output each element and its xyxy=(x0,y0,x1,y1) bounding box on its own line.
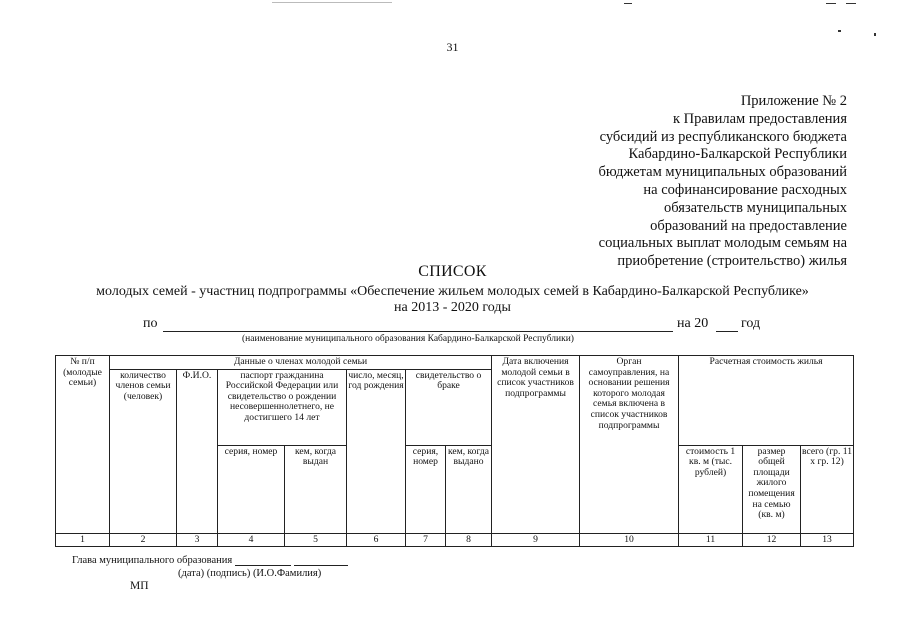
column-number: 4 xyxy=(218,533,285,546)
col-header-passport: паспорт гражданина Российской Федерации или свидетельство о рождении несовершеннолетнего, не достигшего 14 лет xyxy=(218,369,347,445)
col-header-authority: Орган самоуправления, на основании решения которого молодая семья включена в список участников подпрограммы xyxy=(580,356,679,534)
col-header-birth-date: число, месяц, год рождения xyxy=(347,369,406,533)
appendix-line: субсидий из республиканского бюджета xyxy=(599,128,847,145)
column-number: 1 xyxy=(56,533,110,546)
col-header-inclusion-date: Дата включения молодой семьи в список участников подпрограммы xyxy=(492,356,580,534)
appendix-line: Кабардино-Балкарской Республики xyxy=(628,146,847,163)
page-number: 31 xyxy=(446,40,459,54)
col-header-passport-series: серия, номер xyxy=(218,445,285,533)
year-suffix-label: год xyxy=(741,316,761,331)
appendix-line: приобретение (строительство) жилья xyxy=(617,253,847,270)
scan-artifact xyxy=(846,3,856,4)
col-header-passport-issued: кем, когда выдан xyxy=(285,445,347,533)
signature-line xyxy=(72,555,348,566)
municipality-blank-line[interactable] xyxy=(163,331,673,332)
appendix-line: социальных выплат молодым семьям на xyxy=(598,235,847,252)
document-subtitle: молодых семей - участниц подпрограммы «Обеспечение жильем молодых семей в Кабардино-Балкарской Республике» xyxy=(96,284,809,299)
document-title: СПИСОК xyxy=(418,263,487,280)
col-header-marriage: свидетельство о браке xyxy=(406,369,492,445)
appendix-block xyxy=(547,93,847,271)
signature-hint: (дата) (подпись) (И.О.Фамилия) xyxy=(178,568,322,579)
families-table xyxy=(55,355,854,547)
cost-spacer xyxy=(679,369,854,445)
column-number: 6 xyxy=(347,533,406,546)
year-blank-line[interactable] xyxy=(716,331,738,332)
signature-blank[interactable] xyxy=(294,565,348,566)
stamp-label: МП xyxy=(130,580,149,592)
col-header-cost-per-sqm: стоимость 1 кв. м (тыс. рублей) xyxy=(679,445,743,533)
column-number: 7 xyxy=(406,533,446,546)
col-header-fio: Ф.И.О. xyxy=(177,369,218,533)
col-group-members: Данные о членах молодой семьи xyxy=(110,356,492,370)
signature-blank[interactable] xyxy=(235,565,291,566)
scan-artifact xyxy=(624,3,632,4)
document-period: на 2013 - 2020 годы xyxy=(394,300,511,315)
col-header-marriage-series: серия, номер xyxy=(406,445,446,533)
year-prefix-label: на 20 xyxy=(677,316,709,331)
column-number: 10 xyxy=(580,533,679,546)
column-number: 12 xyxy=(743,533,801,546)
appendix-line: Приложение № 2 xyxy=(740,93,847,109)
column-number: 9 xyxy=(492,533,580,546)
scan-artifact xyxy=(272,2,392,3)
scan-artifact xyxy=(826,3,836,4)
scan-artifact xyxy=(838,30,841,32)
column-number: 5 xyxy=(285,533,347,546)
column-number: 13 xyxy=(801,533,854,546)
col-header-total: всего (гр. 11 x гр. 12) xyxy=(801,445,854,533)
column-number: 11 xyxy=(679,533,743,546)
column-number: 3 xyxy=(177,533,218,546)
col-header-marriage-issued: кем, когда выдано xyxy=(446,445,492,533)
appendix-line: образований на предоставление xyxy=(650,217,847,234)
scan-artifact xyxy=(874,33,876,36)
municipality-row xyxy=(143,316,773,334)
col-header-number: № п/п (молодые семьи) xyxy=(56,356,110,534)
appendix-line: бюджетам муниципальных образований xyxy=(598,164,847,181)
col-header-members-count: количество членов семьи (человек) xyxy=(110,369,177,533)
po-label: по xyxy=(143,316,158,331)
municipality-hint: (наименование муниципального образования Кабардино-Балкарской Республики) xyxy=(242,334,574,344)
column-number: 2 xyxy=(110,533,177,546)
column-number: 8 xyxy=(446,533,492,546)
appendix-line: к Правилам предоставления xyxy=(672,110,847,127)
appendix-line: обязательств муниципальных xyxy=(664,199,847,216)
appendix-line: на софинансирование расходных xyxy=(643,181,847,198)
col-header-area: размер общей площади жилого помещения на семью (кв. м) xyxy=(743,445,801,533)
signature-label: Глава муниципального образования xyxy=(72,555,233,566)
col-group-cost: Расчетная стоимость жилья xyxy=(679,356,854,370)
